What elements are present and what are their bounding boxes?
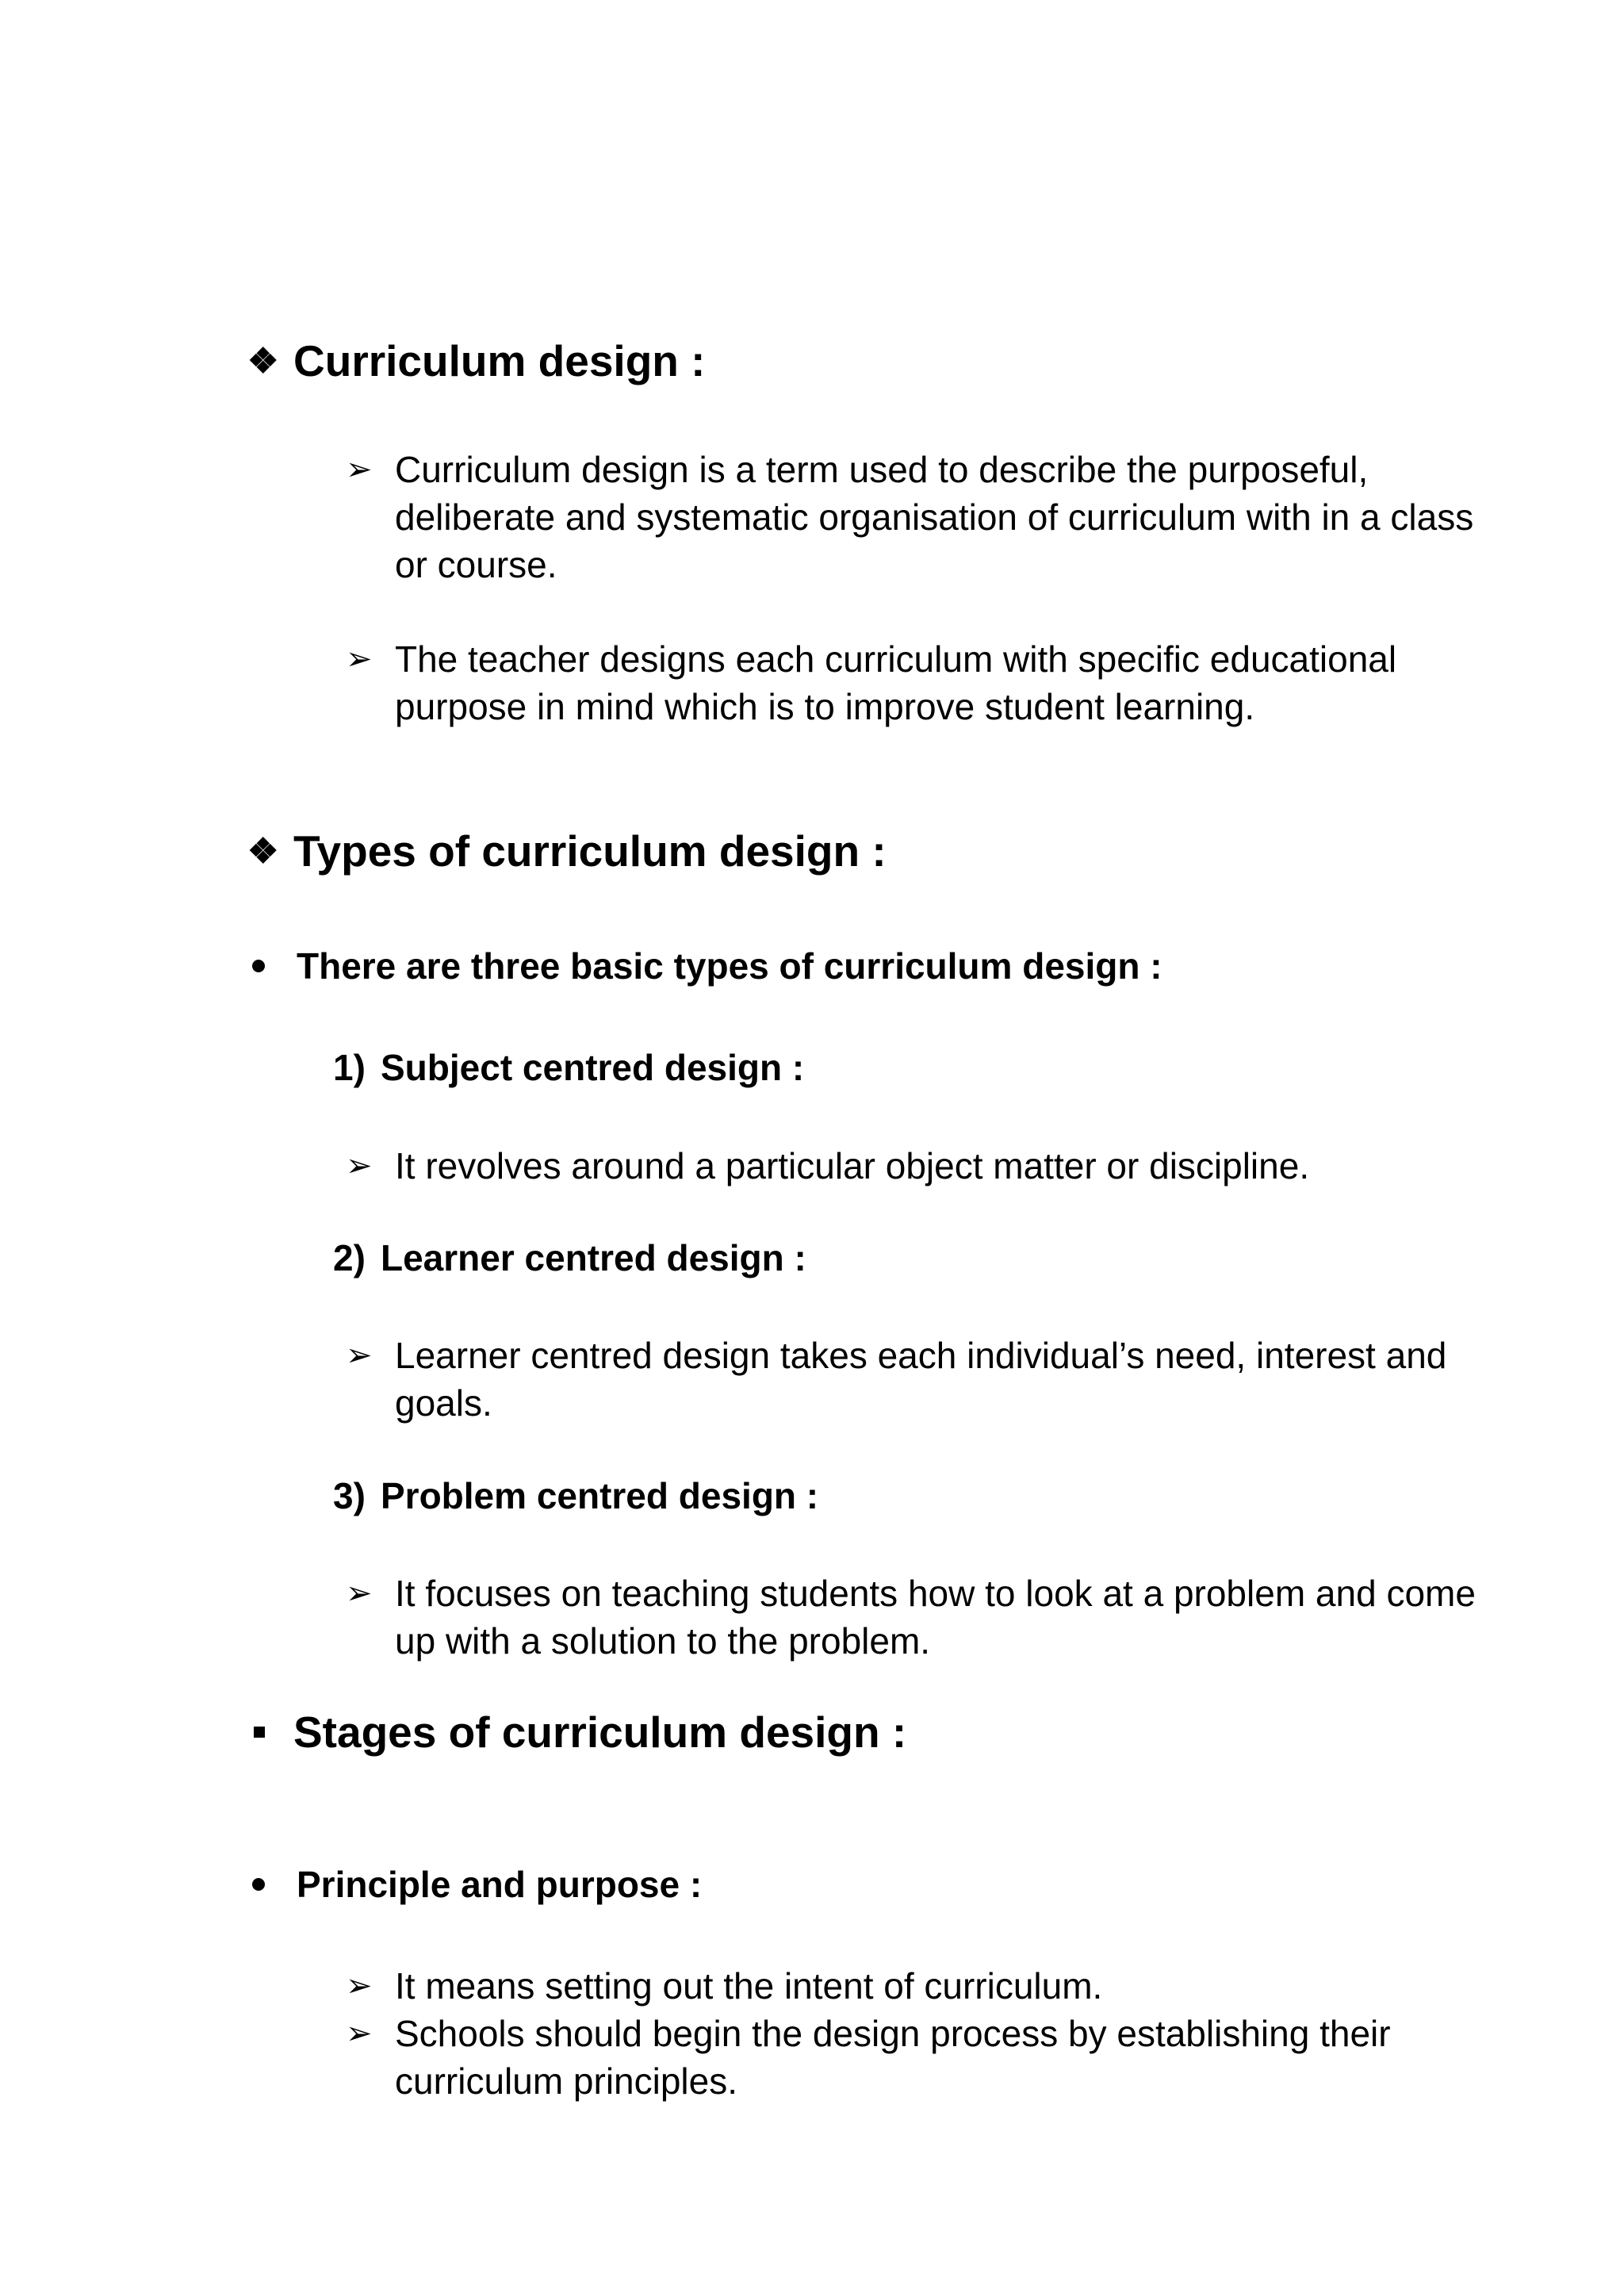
- diamond-bullet-icon: ❖: [247, 832, 279, 871]
- square-bullet-icon: [254, 1727, 265, 1738]
- numbered-heading: [333, 1045, 804, 1090]
- bullet-text: Principle and purpose :: [297, 1864, 703, 1905]
- item-number: 3): [333, 1475, 366, 1516]
- item-title: Learner centred design :: [381, 1237, 806, 1278]
- point-text: Learner centred design takes each individual’s need, interest and goals.: [395, 1335, 1447, 1424]
- arrow-bullet-icon: ➢: [346, 1576, 373, 1611]
- list-item: [346, 635, 1505, 730]
- point-text: The teacher designs each curriculum with specific educational purpose in mind which is to improve student learning.: [395, 638, 1397, 727]
- item-title: Subject centred design :: [381, 1047, 805, 1088]
- list-item: [346, 1142, 1505, 1190]
- numbered-heading: [333, 1236, 806, 1280]
- arrow-bullet-icon: ➢: [346, 452, 373, 487]
- arrow-bullet-icon: ➢: [346, 2016, 373, 2051]
- heading-text: Curriculum design :: [293, 336, 706, 385]
- list-item: [346, 446, 1505, 588]
- arrow-bullet-icon: ➢: [346, 1338, 373, 1373]
- bullet-principle-and-purpose: [247, 1862, 702, 1907]
- heading-stages-of-curriculum-design: [247, 1707, 906, 1757]
- bullet-three-types: [247, 944, 1162, 988]
- item-title: Problem centred design :: [381, 1475, 819, 1516]
- list-item: [346, 2010, 1505, 2105]
- round-bullet-icon: [252, 960, 265, 972]
- point-text: Curriculum design is a term used to describe the purposeful, deliberate and systematic organisation of curriculum with in a class or course.: [395, 449, 1474, 585]
- numbered-heading: [333, 1474, 818, 1518]
- bullet-text: There are three basic types of curriculum design :: [297, 945, 1162, 987]
- point-text: It focuses on teaching students how to look at a problem and come up with a solution to the problem.: [395, 1573, 1476, 1662]
- heading-types-of-curriculum-design: [247, 826, 887, 877]
- item-number: 1): [333, 1047, 366, 1088]
- list-item: [346, 1332, 1505, 1427]
- heading-text: Stages of curriculum design :: [293, 1708, 907, 1757]
- point-text: It revolves around a particular object matter or discipline.: [395, 1145, 1310, 1186]
- arrow-bullet-icon: ➢: [346, 1968, 373, 2003]
- list-item: [346, 1570, 1505, 1665]
- item-number: 2): [333, 1237, 366, 1278]
- list-item: [346, 1962, 1505, 2010]
- heading-curriculum-design: [247, 335, 706, 387]
- diamond-bullet-icon: ❖: [247, 342, 279, 381]
- arrow-bullet-icon: ➢: [346, 642, 373, 677]
- point-text: It means setting out the intent of curriculum.: [395, 1965, 1103, 2007]
- point-text: Schools should begin the design process by establishing their curriculum principles.: [395, 2013, 1391, 2102]
- arrow-bullet-icon: ➢: [346, 1148, 373, 1183]
- round-bullet-icon: [252, 1878, 265, 1891]
- heading-text: Types of curriculum design :: [293, 826, 887, 876]
